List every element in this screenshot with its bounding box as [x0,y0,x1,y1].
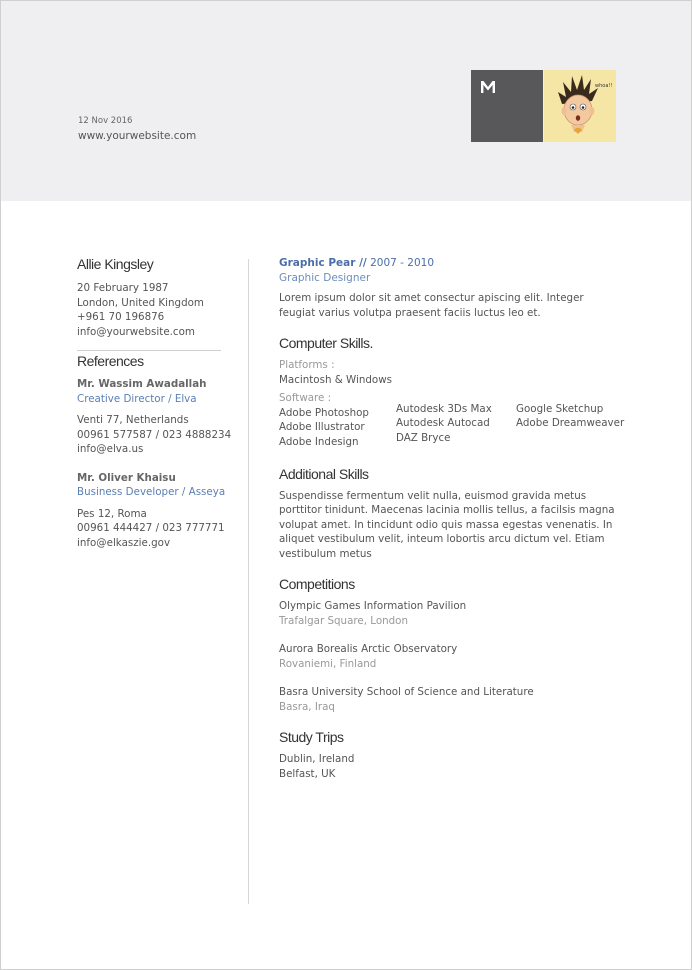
reference-email[interactable]: info@elkaszie.gov [77,536,171,549]
reference-item [77,377,232,457]
job-years: 2007 - 2010 [370,257,435,269]
cartoon-avatar-icon [544,70,616,142]
svg-text:whoa!!: whoa!! [595,83,613,89]
software-item: Adobe Photoshop [279,406,369,419]
reference-phones: 00961 577587 / 023 4888234 [77,428,232,441]
divider [77,350,221,351]
avatar [544,70,616,142]
header-band [1,1,691,201]
phone: +961 70 196876 [77,311,165,323]
document-date: 12 Nov 2016 [78,116,133,126]
left-column [77,256,232,550]
website-link[interactable]: www.yourwebsite.com [78,130,197,142]
job-company: Graphic Pear // [279,257,367,269]
software-item: Adobe Indesign [279,435,359,448]
reference-role: Creative Director / Elva [77,392,197,405]
competitions-title: Competitions [279,576,355,592]
person-name: Allie Kingsley [77,256,154,272]
reference-item [77,471,225,551]
software-grid [279,402,625,452]
email[interactable]: info@yourwebsite.com [77,325,195,338]
software-column [516,402,624,431]
reference-address: Pes 12, Roma [77,507,147,520]
reference-email[interactable]: info@elva.us [77,443,144,455]
study-trip-item: Dublin, Ireland [279,753,355,765]
competition-name: Basra University School of Science and Literature [279,686,534,698]
competition-name: Aurora Borealis Arctic Observatory [279,643,458,655]
software-item: Autodesk Autocad [396,417,490,429]
competition-place: Trafalgar Square, London [279,614,409,627]
competition-item [279,685,619,714]
study-trips-list [279,752,619,781]
competition-name: Olympic Games Information Pavilion [279,600,467,612]
additional-skills-title: Additional Skills [279,465,369,482]
job-title: Graphic Designer [279,272,371,284]
software-item: Google Sketchup [516,402,604,415]
software-item: Adobe Dreamweaver [516,417,625,429]
software-column [396,402,492,446]
software-item: DAZ Bryce [396,431,451,444]
computer-skills-title: Computer Skills. [279,335,373,351]
reference-name: Mr. Oliver Khaisu [77,471,176,484]
competition-place: Basra, Iraq [279,700,335,713]
right-column [279,256,625,781]
additional-skills-text: Suspendisse fermentum velit nulla, euismod gravida metus porttitor tinidunt. Maecenas lacinia mollis tellus, a facilsis magna volupat amet. In tincidunt odio quis massa egestas venenatis. In aliquet vestibulum velit, inteum lobortis arcu dictum vel. Etiam vestibulum metus [279,489,615,560]
column-divider [248,259,249,904]
reference-name: Mr. Wassim Awadallah [77,378,207,390]
references-title: References [77,353,144,369]
logo-letter-m-icon [480,80,496,94]
competition-item [279,599,619,628]
study-trips-title: Study Trips [279,729,344,745]
competition-place: Rovaniemi, Finland [279,657,377,670]
software-column [279,406,369,450]
job-description: Lorem ipsum dolor sit amet consectur apiscing elit. Integer feugiat varius volutpa praesent faciis luctus leo et. [279,292,584,319]
platforms-value: Macintosh & Windows [279,373,393,386]
reference-role: Business Developer / Asseya [77,486,226,498]
platforms-label: Platforms : [279,359,335,371]
reference-address: Venti 77, Netherlands [77,414,189,426]
competition-item [279,642,619,671]
study-trip-item: Belfast, UK [279,767,336,780]
location: London, United Kingdom [77,296,204,309]
software-label: Software : [279,392,332,404]
software-item: Adobe Illustrator [279,421,365,433]
logo [471,70,543,142]
birthdate: 20 February 1987 [77,282,169,294]
reference-phones: 00961 444427 / 023 777771 [77,522,225,534]
software-item: Autodesk 3Ds Max [396,402,492,415]
job-heading [279,256,619,271]
